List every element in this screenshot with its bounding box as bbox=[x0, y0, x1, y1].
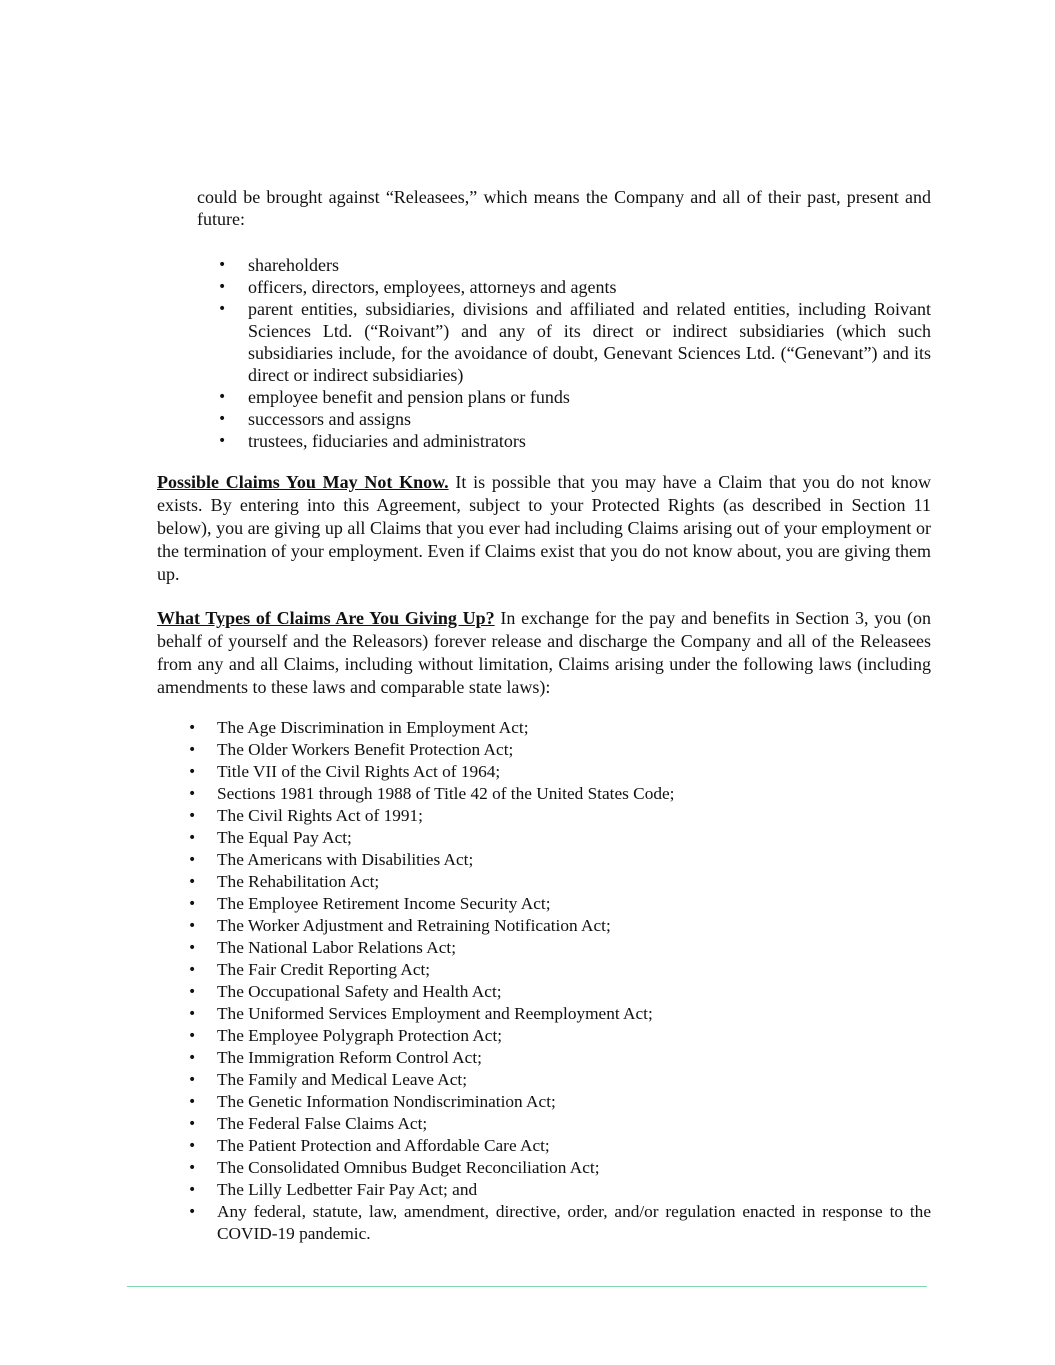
releasee-item: • successors and assigns bbox=[248, 408, 931, 430]
law-item: • The Worker Adjustment and Retraining Notification Act; bbox=[217, 915, 931, 937]
law-item: • The Genetic Information Nondiscrimination Act; bbox=[217, 1091, 931, 1113]
releasee-item: • trustees, fiduciaries and administrators bbox=[248, 430, 931, 452]
law-item: • The Consolidated Omnibus Budget Reconciliation Act; bbox=[217, 1157, 931, 1179]
law-item: • The Occupational Safety and Health Act; bbox=[217, 981, 931, 1003]
law-item: • The Age Discrimination in Employment Act; bbox=[217, 717, 931, 739]
law-item: • The Rehabilitation Act; bbox=[217, 871, 931, 893]
releasee-item: • shareholders bbox=[248, 254, 931, 276]
law-item: • The Employee Retirement Income Security Act; bbox=[217, 893, 931, 915]
releasee-item: • parent entities, subsidiaries, divisions and affiliated and related entities, including Roivant Sciences Ltd. (“Roivant”) and any of its direct or indirect subsidiaries (which such subsidiaries include, for the avoidance of doubt, Genevant Sciences Ltd. (“Genevant”) and its direct or indirect subsidiaries) bbox=[248, 298, 931, 386]
possible-claims-paragraph bbox=[157, 471, 931, 586]
law-item: • The Lilly Ledbetter Fair Pay Act; and bbox=[217, 1179, 931, 1201]
claim-types-heading: What Types of Claims Are You Giving Up? bbox=[157, 608, 495, 628]
law-item: • The Equal Pay Act; bbox=[217, 827, 931, 849]
law-item: • Title VII of the Civil Rights Act of 1964; bbox=[217, 761, 931, 783]
laws-list bbox=[217, 717, 931, 1245]
law-item: • The Immigration Reform Control Act; bbox=[217, 1047, 931, 1069]
law-item: • The Uniformed Services Employment and Reemployment Act; bbox=[217, 1003, 931, 1025]
law-item: • The Civil Rights Act of 1991; bbox=[217, 805, 931, 827]
claim-types-paragraph bbox=[157, 607, 931, 699]
intro-paragraph: could be brought against “Releasees,” which means the Company and all of their past, present and future: bbox=[197, 187, 931, 229]
law-item: • The Fair Credit Reporting Act; bbox=[217, 959, 931, 981]
releasees-list bbox=[248, 254, 931, 452]
releasee-item: • officers, directors, employees, attorneys and agents bbox=[248, 276, 931, 298]
law-item: • The Americans with Disabilities Act; bbox=[217, 849, 931, 871]
law-item: • The Federal False Claims Act; bbox=[217, 1113, 931, 1135]
claim-types-body: In exchange for the pay and benefits in Section 3, you (on behalf of yourself and the Releasors) forever release and discharge the Company and all of the Releasees from any and all Claims, including without limitation, Claims arising under the following laws (including amendments to these laws and comparable state laws): bbox=[157, 608, 931, 697]
law-item: • The Older Workers Benefit Protection Act; bbox=[217, 739, 931, 761]
law-item: • The National Labor Relations Act; bbox=[217, 937, 931, 959]
law-item: • The Employee Polygraph Protection Act; bbox=[217, 1025, 931, 1047]
footer-divider bbox=[127, 1286, 927, 1287]
possible-claims-body: It is possible that you may have a Claim that you do not know exists. By entering into this Agreement, subject to your Protected Rights (as described in Section 11 below), you are giving up all Claims that you ever had including Claims arising out of your employment or the termination of your employment. Even if Claims exist that you do not know about, you are giving them up. bbox=[157, 472, 931, 584]
law-item: • Sections 1981 through 1988 of Title 42 of the United States Code; bbox=[217, 783, 931, 805]
law-item: • The Family and Medical Leave Act; bbox=[217, 1069, 931, 1091]
law-item: • Any federal, statute, law, amendment, directive, order, and/or regulation enacted in response to the COVID-19 pandemic. bbox=[217, 1201, 931, 1245]
law-item: • The Patient Protection and Affordable Care Act; bbox=[217, 1135, 931, 1157]
possible-claims-heading: Possible Claims You May Not Know. bbox=[157, 472, 449, 492]
releasee-item: • employee benefit and pension plans or funds bbox=[248, 386, 931, 408]
